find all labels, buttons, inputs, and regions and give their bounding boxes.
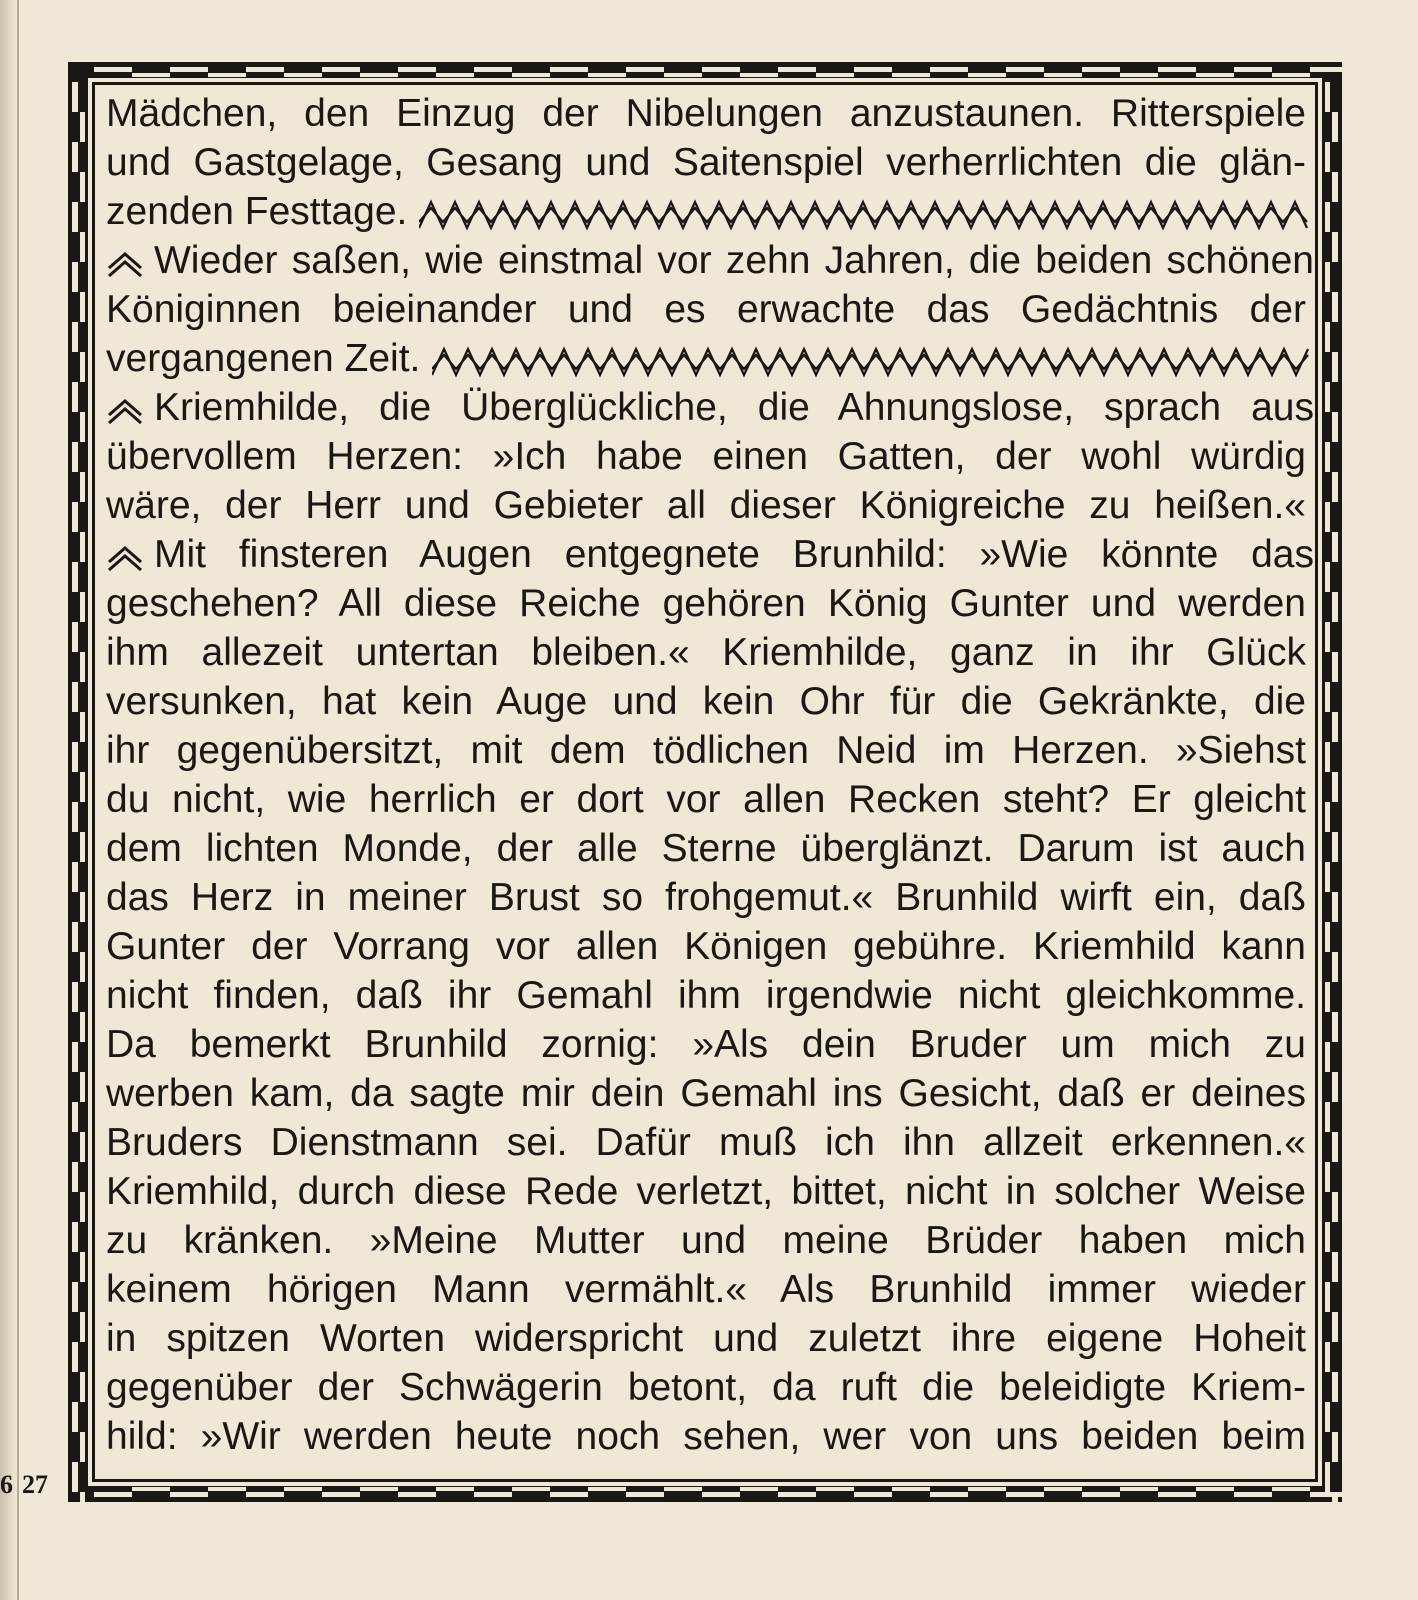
- frame-dash-right: [1325, 442, 1330, 472]
- text-line: ihr gegenübersitzt, mit dem tödlichen Neid im Herzen. »Siehst: [106, 729, 1306, 772]
- frame-dash-right: [1325, 802, 1330, 832]
- text-line: vergangenen Zeit.: [106, 334, 1311, 383]
- frame-dash-bottom: [1234, 1492, 1272, 1497]
- frame-dash-left: [80, 772, 85, 802]
- text-line: dem lichten Monde, der alle Sterne überglänzt. Darum ist auch: [106, 827, 1306, 870]
- frame-dash-right: [1325, 562, 1330, 592]
- frame-dash-bottom: [474, 1492, 512, 1497]
- frame-dash-bottom: [1082, 1492, 1120, 1497]
- frame-dash-left: [80, 892, 85, 922]
- frame-dash-left: [72, 82, 78, 112]
- frame-dash-top: [626, 67, 664, 72]
- text-line: keinem hörigen Mann vermählt.« Als Brunhild immer wieder: [106, 1268, 1306, 1311]
- frame-dash-right: [1332, 1192, 1338, 1222]
- text-line: zenden Festtage.: [106, 187, 1311, 236]
- frame-dash-bottom: [436, 1487, 474, 1491]
- frame-dash-top: [968, 73, 1006, 77]
- previous-page-number-fragment: 6: [0, 1470, 13, 1499]
- text-line: gegenüber der Schwägerin betont, da ruft die beleidigte Kriem-: [106, 1366, 1306, 1409]
- frame-dash-left: [80, 592, 85, 622]
- frame-dash-left: [72, 1102, 78, 1132]
- frame-dash-top: [398, 67, 436, 72]
- frame-dash-top: [208, 73, 246, 77]
- frame-dash-left: [72, 862, 78, 892]
- frame-dash-left: [80, 1312, 85, 1342]
- frame-dash-left: [72, 202, 78, 232]
- gutter-line: [17, 0, 19, 1600]
- frame-dash-top: [360, 73, 398, 77]
- frame-dash-left: [80, 1192, 85, 1222]
- frame-dash-top: [550, 67, 588, 72]
- frame-dash-right: [1325, 622, 1330, 652]
- frame-dash-right: [1332, 1432, 1338, 1462]
- frame-dash-left: [72, 1042, 78, 1072]
- frame-dash-bottom: [322, 1492, 360, 1497]
- frame-dash-left: [72, 1282, 78, 1312]
- frame-dash-left: [80, 1372, 85, 1402]
- frame-dash-bottom: [246, 1492, 284, 1497]
- frame-dash-top: [132, 73, 170, 77]
- frame-dash-right: [1332, 1372, 1338, 1402]
- frame-dash-right: [1332, 1012, 1338, 1042]
- frame-dash-left: [72, 742, 78, 772]
- frame-dash-right: [1325, 1282, 1330, 1312]
- frame-dash-left: [72, 322, 78, 352]
- frame-dash-right: [1332, 472, 1338, 502]
- frame-dash-right: [1332, 352, 1338, 382]
- frame-dash-right: [1325, 682, 1330, 712]
- frame-dash-top: [1272, 73, 1310, 77]
- frame-dash-right: [1332, 172, 1338, 202]
- frame-dash-left: [72, 382, 78, 412]
- frame-dash-left: [80, 352, 85, 382]
- frame-dash-right: [1325, 1462, 1330, 1492]
- text-line: geschehen? All diese Reiche gehören König Gunter und werden: [106, 582, 1306, 625]
- frame-dash-bottom: [778, 1492, 816, 1497]
- frame-dash-right: [1325, 502, 1330, 532]
- page-number: 27: [22, 1470, 48, 1499]
- zigzag-ornament: [419, 194, 1309, 234]
- frame-dash-left: [80, 952, 85, 982]
- frame-dash-bottom: [816, 1487, 854, 1491]
- frame-dash-right: [1325, 922, 1330, 952]
- frame-dash-top: [246, 67, 284, 72]
- text-line: nicht finden, daß ihr Gemahl ihm irgendwie nicht gleichkomme.: [106, 974, 1306, 1017]
- frame-dash-top: [170, 67, 208, 72]
- frame-dash-bottom: [930, 1492, 968, 1497]
- frame-dash-left: [80, 1132, 85, 1162]
- frame-dash-right: [1325, 382, 1330, 412]
- frame-dash-top: [512, 73, 550, 77]
- frame-dash-top: [740, 73, 778, 77]
- text-line: Mit finsteren Augen entgegnete Brunhild: »Wie könnte das: [106, 530, 1311, 579]
- frame-dash-right: [1332, 292, 1338, 322]
- frame-dash-left: [80, 1252, 85, 1282]
- paragraph-chevron-icon: [106, 395, 146, 425]
- paragraph-chevron-icon: [106, 248, 146, 278]
- frame-dash-bottom: [892, 1487, 930, 1491]
- frame-dash-left: [80, 1072, 85, 1102]
- frame-dash-bottom: [94, 1492, 132, 1497]
- frame-dash-bottom: [398, 1492, 436, 1497]
- text-line: hild: »Wir werden heute noch sehen, wer von uns beiden beim: [106, 1415, 1306, 1458]
- frame-dash-bottom: [512, 1487, 550, 1491]
- frame-dash-bottom: [550, 1492, 588, 1497]
- frame-dash-left: [80, 232, 85, 262]
- frame-dash-top: [1196, 73, 1234, 77]
- frame-dash-left: [72, 502, 78, 532]
- text-line: zu kränken. »Meine Mutter und meine Brüder haben mich: [106, 1219, 1306, 1262]
- text-line: du nicht, wie herrlich er dort vor allen Recken steht? Er gleicht: [106, 778, 1306, 821]
- text-line: Königinnen beieinander und es erwachte das Gedächtnis der: [106, 288, 1306, 331]
- frame-dash-bottom: [132, 1487, 170, 1491]
- frame-dash-left: [72, 1342, 78, 1372]
- frame-dash-right: [1332, 652, 1338, 682]
- frame-dash-left: [72, 1462, 78, 1492]
- frame-dash-top: [474, 67, 512, 72]
- frame-dash-bottom: [854, 1492, 892, 1497]
- frame-dash-top: [854, 67, 892, 72]
- frame-dash-left: [80, 1492, 85, 1502]
- text-line: in spitzen Worten widerspricht und zuletzt ihre eigene Hoheit: [106, 1317, 1306, 1360]
- frame-dash-left: [72, 1162, 78, 1192]
- frame-dash-top: [1310, 67, 1342, 72]
- frame-dash-top: [892, 73, 930, 77]
- frame-dash-top: [588, 73, 626, 77]
- frame-dash-right: [1325, 982, 1330, 1012]
- frame-dash-left: [80, 1012, 85, 1042]
- frame-dash-right: [1325, 1042, 1330, 1072]
- frame-dash-left: [72, 682, 78, 712]
- text-line: versunken, hat kein Auge und kein Ohr für die Gekränkte, die: [106, 680, 1306, 723]
- text-line: Kriemhild, durch diese Rede verletzt, bittet, nicht in solcher Weise: [106, 1170, 1306, 1213]
- frame-dash-right: [1332, 232, 1338, 262]
- frame-dash-left: [80, 112, 85, 142]
- frame-dash-right: [1325, 262, 1330, 292]
- frame-dash-left: [80, 652, 85, 682]
- frame-dash-bottom: [360, 1487, 398, 1491]
- frame-dash-right: [1332, 592, 1338, 622]
- text-line: wäre, der Herr und Gebieter all dieser Königreiche zu heißen.«: [106, 484, 1306, 527]
- frame-dash-left: [80, 412, 85, 442]
- frame-dash-bottom: [208, 1487, 246, 1491]
- text-line: Kriemhilde, die Überglückliche, die Ahnungslose, sprach aus: [106, 383, 1311, 432]
- frame-dash-top: [778, 67, 816, 72]
- text-line: das Herz in meiner Brust so frohgemut.« Brunhild wirft ein, daß: [106, 876, 1306, 919]
- frame-dash-bottom: [968, 1487, 1006, 1491]
- frame-dash-bottom: [1196, 1487, 1234, 1491]
- frame-dash-right: [1325, 1222, 1330, 1252]
- frame-dash-top: [436, 73, 474, 77]
- frame-dash-right: [1332, 832, 1338, 862]
- frame-dash-right: [1325, 142, 1330, 172]
- frame-dash-right: [1332, 952, 1338, 982]
- frame-dash-bottom: [170, 1492, 208, 1497]
- frame-dash-top: [930, 67, 968, 72]
- frame-dash-right: [1325, 1102, 1330, 1132]
- frame-dash-top: [816, 73, 854, 77]
- frame-dash-top: [284, 73, 322, 77]
- frame-dash-bottom: [1044, 1487, 1082, 1491]
- frame-dash-bottom: [284, 1487, 322, 1491]
- frame-dash-top: [1158, 67, 1196, 72]
- body-text: [106, 89, 1314, 1469]
- frame-dash-left: [80, 832, 85, 862]
- text-line: Gunter der Vorrang vor allen Königen gebühre. Kriemhild kann: [106, 925, 1306, 968]
- frame-dash-right: [1332, 412, 1338, 442]
- frame-dash-right: [1332, 532, 1338, 562]
- frame-dash-top: [322, 67, 360, 72]
- frame-dash-right: [1325, 322, 1330, 352]
- frame-dash-left: [80, 532, 85, 562]
- frame-dash-top: [1234, 67, 1272, 72]
- frame-dash-left: [72, 1222, 78, 1252]
- text-line: ihm allezeit untertan bleiben.« Kriemhilde, ganz in ihr Glück: [106, 631, 1306, 674]
- frame-dash-bottom: [740, 1487, 778, 1491]
- frame-dash-right: [1325, 1162, 1330, 1192]
- text-line: und Gastgelage, Gesang und Saitenspiel verherrlichten die glän-: [106, 141, 1306, 184]
- frame-dash-top: [664, 73, 702, 77]
- frame-dash-top: [1006, 67, 1044, 72]
- frame-dash-left: [80, 1432, 85, 1462]
- frame-dash-right: [1332, 1492, 1338, 1502]
- frame-dash-top: [1082, 67, 1120, 72]
- frame-dash-right: [1332, 112, 1338, 142]
- text-line: übervollem Herzen: »Ich habe einen Gatten, der wohl würdig: [106, 435, 1306, 478]
- text-line: Wieder saßen, wie einstmal vor zehn Jahren, die beiden schönen: [106, 236, 1311, 285]
- frame-dash-left: [72, 442, 78, 472]
- frame-dash-bottom: [1120, 1487, 1158, 1491]
- frame-dash-left: [72, 922, 78, 952]
- frame-dash-right: [1325, 742, 1330, 772]
- frame-dash-right: [1325, 862, 1330, 892]
- frame-dash-left: [80, 472, 85, 502]
- frame-dash-right: [1332, 892, 1338, 922]
- frame-dash-right: [1325, 202, 1330, 232]
- frame-dash-right: [1332, 1312, 1338, 1342]
- frame-dash-left: [72, 982, 78, 1012]
- frame-dash-bottom: [588, 1487, 626, 1491]
- frame-dash-left: [72, 622, 78, 652]
- frame-dash-left: [72, 142, 78, 172]
- frame-dash-bottom: [1006, 1492, 1044, 1497]
- frame-dash-bottom: [626, 1492, 664, 1497]
- frame-dash-bottom: [1272, 1487, 1310, 1491]
- frame-dash-left: [80, 292, 85, 322]
- book-binding-edge: [0, 0, 18, 1600]
- paragraph-chevron-icon: [106, 542, 146, 572]
- frame-dash-right: [1332, 772, 1338, 802]
- frame-dash-left: [80, 712, 85, 742]
- frame-dash-bottom: [1158, 1492, 1196, 1497]
- text-line: Bruders Dienstmann sei. Dafür muß ich ihn allzeit erkennen.«: [106, 1121, 1306, 1164]
- text-line: Da bemerkt Brunhild zornig: »Als dein Bruder um mich zu: [106, 1023, 1306, 1066]
- frame-dash-left: [80, 172, 85, 202]
- frame-dash-right: [1332, 1072, 1338, 1102]
- zigzag-ornament: [432, 341, 1309, 381]
- frame-dash-bottom: [664, 1487, 702, 1491]
- frame-dash-right: [1332, 1252, 1338, 1282]
- frame-dash-top: [94, 67, 132, 72]
- frame-dash-left: [72, 562, 78, 592]
- frame-dash-left: [72, 262, 78, 292]
- frame-dash-left: [72, 802, 78, 832]
- frame-dash-right: [1325, 82, 1330, 112]
- frame-dash-top: [1120, 73, 1158, 77]
- text-line: werben kam, da sagte mir dein Gemahl ins Gesicht, daß er deines: [106, 1072, 1306, 1115]
- frame-dash-left: [72, 1402, 78, 1432]
- frame-dash-right: [1332, 1132, 1338, 1162]
- frame-dash-top: [702, 67, 740, 72]
- frame-dash-right: [1332, 712, 1338, 742]
- frame-dash-top: [1044, 73, 1082, 77]
- frame-dash-right: [1325, 1342, 1330, 1372]
- frame-dash-bottom: [702, 1492, 740, 1497]
- frame-dash-right: [1325, 1402, 1330, 1432]
- text-line: Mädchen, den Einzug der Nibelungen anzustaunen. Ritterspiele: [106, 92, 1306, 135]
